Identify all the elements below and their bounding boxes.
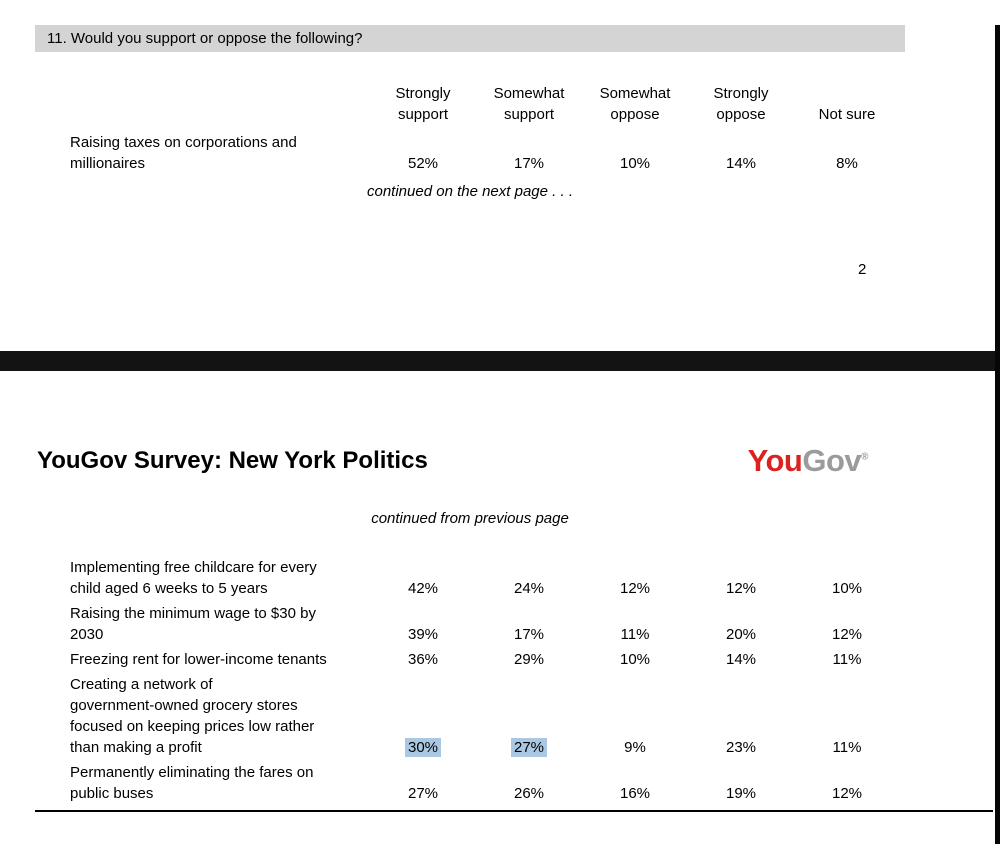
value-cell: 29% <box>513 651 545 668</box>
continued-next-page-note: continued on the next page . . . <box>367 183 573 200</box>
value-cell: 12% <box>831 785 863 802</box>
value-cell <box>476 737 582 758</box>
value-cell: 24% <box>513 580 545 597</box>
yougov-logo <box>748 445 868 476</box>
document-page-2 <box>0 25 1000 351</box>
value-cell: 9% <box>624 739 646 756</box>
table-header-row <box>70 83 1000 125</box>
table-bottom-rule <box>35 810 993 812</box>
value-cell: 17% <box>513 626 545 643</box>
question-header: 11. Would you support or oppose the following? <box>35 25 905 52</box>
page-number: 2 <box>858 261 867 278</box>
value-cell: 16% <box>619 785 651 802</box>
column-header: Strongly oppose <box>713 85 769 123</box>
value-cell: 14% <box>725 155 757 172</box>
row-label: Implementing free childcare for every child aged 6 weeks to 5 years <box>70 559 317 597</box>
value-cell: 17% <box>513 155 545 172</box>
logo-you-text: You <box>747 443 803 478</box>
column-header: Strongly support <box>395 85 451 123</box>
value-cell: 52% <box>407 155 439 172</box>
row-label: Creating a network of government-owned grocery stores focused on keeping prices low rather than making a profit <box>70 676 315 756</box>
value-cell: 11% <box>832 739 862 756</box>
highlighted-value: 27% <box>511 738 547 757</box>
row-label: Freezing rent for lower-income tenants <box>70 651 327 668</box>
value-cell: 10% <box>619 651 651 668</box>
value-cell: 42% <box>407 580 439 597</box>
registered-trademark-icon: ® <box>861 451 868 463</box>
table-row <box>70 603 1000 645</box>
table-row <box>70 132 1000 174</box>
row-label: Raising taxes on corporations and millionaires <box>70 134 297 172</box>
column-header: Not sure <box>818 106 876 123</box>
continued-previous-page-note: continued from previous page <box>371 510 569 527</box>
page-break-gap <box>0 351 1000 371</box>
document-page-3 <box>0 371 1000 844</box>
table-row <box>70 762 1000 804</box>
survey-table-page-2 <box>70 83 1000 174</box>
document-title: YouGov Survey: New York Politics <box>37 446 428 474</box>
value-cell: 11% <box>620 626 650 643</box>
column-header: Somewhat support <box>493 85 565 123</box>
table-row <box>70 674 1000 758</box>
table-row <box>70 557 1000 599</box>
value-cell: 19% <box>725 785 757 802</box>
row-label: Raising the minimum wage to $30 by 2030 <box>70 605 316 643</box>
table-row <box>70 649 1000 670</box>
value-cell: 20% <box>725 626 757 643</box>
value-cell: 26% <box>513 785 545 802</box>
value-cell: 10% <box>619 155 651 172</box>
value-cell: 36% <box>407 651 439 668</box>
page-header <box>0 371 1000 476</box>
value-cell: 10% <box>831 580 863 597</box>
viewer-right-edge <box>995 25 1000 844</box>
value-cell <box>370 737 476 758</box>
survey-table-page-3 <box>70 557 1000 804</box>
value-cell: 39% <box>407 626 439 643</box>
value-cell: 8% <box>836 155 858 172</box>
value-cell: 11% <box>832 651 862 668</box>
value-cell: 14% <box>725 651 757 668</box>
column-header: Somewhat oppose <box>599 85 671 123</box>
value-cell: 12% <box>619 580 651 597</box>
row-label: Permanently eliminating the fares on public buses <box>70 764 314 802</box>
value-cell: 27% <box>407 785 439 802</box>
highlighted-value: 30% <box>405 738 441 757</box>
value-cell: 12% <box>831 626 863 643</box>
value-cell: 12% <box>725 580 757 597</box>
logo-gov-text: Gov <box>802 443 862 478</box>
value-cell: 23% <box>725 739 757 756</box>
